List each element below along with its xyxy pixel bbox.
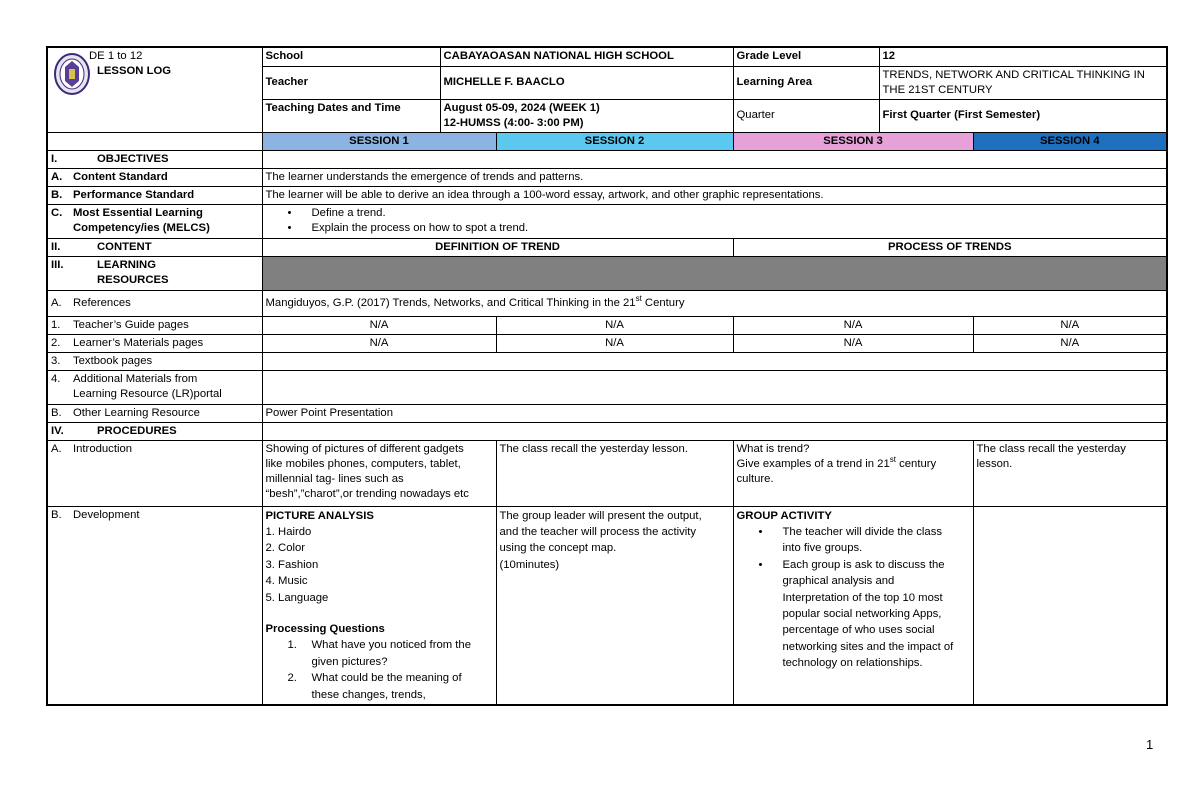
page-number: 1 <box>1146 737 1154 752</box>
list-item: 3. Fashion <box>265 558 319 571</box>
teaching-dates-value <box>440 99 733 132</box>
school-label: School <box>262 47 440 66</box>
processing-questions-list <box>266 637 493 703</box>
development-s2-line: (10minutes) <box>499 558 560 571</box>
introduction-s3-line3: culture. <box>736 472 774 485</box>
references-sup: st <box>635 293 642 303</box>
learning-resources-band <box>262 256 1167 290</box>
bullet-line: • The teacher will divide the class <box>782 525 943 538</box>
list-item <box>266 637 493 670</box>
group-activity-list <box>737 524 970 672</box>
bullet-line: Interpretation of the top 10 most <box>782 591 943 604</box>
bullet-line: • Each group is ask to discuss the <box>782 558 945 571</box>
other-resource-value: Power Point Presentation <box>262 404 1167 422</box>
development-s3 <box>733 506 973 705</box>
introduction-s3-sup: st <box>889 454 896 464</box>
references-text-end: Century <box>641 296 685 309</box>
list-item <box>737 524 970 557</box>
teachers-guide-label <box>47 316 262 334</box>
session-2-header: SESSION 2 <box>496 132 733 150</box>
bullet-line: popular social networking Apps, <box>782 607 942 620</box>
teachers-guide-s1: N/A <box>262 316 496 334</box>
introduction-label <box>47 440 262 506</box>
teachers-guide-title: Teacher’s Guide pages <box>73 318 189 331</box>
lesson-log-page <box>46 46 1166 706</box>
session-1-header: SESSION 1 <box>262 132 496 150</box>
introduction-s4 <box>973 440 1167 506</box>
content-standard-num: A. <box>51 170 63 183</box>
additional-materials-title-line2: Learning Resource (LR)portal <box>73 387 222 400</box>
teachers-guide-s3: N/A <box>733 316 973 334</box>
learners-materials-title: Learner’s Materials pages <box>73 336 204 349</box>
procedures-title: PROCEDURES <box>97 424 177 437</box>
question-line: What could be the meaning of <box>311 672 462 685</box>
introduction-s1-line: millennial tag- lines such as <box>265 472 404 485</box>
objectives-title: OBJECTIVES <box>97 152 169 165</box>
other-resource-label <box>47 404 262 422</box>
performance-standard-label <box>47 186 262 204</box>
introduction-title: Introduction <box>73 442 133 455</box>
list-item: 4. Music <box>265 575 308 588</box>
content-standard-value: The learner understands the emergence of trends and patterns. <box>262 168 1167 186</box>
textbook-value <box>262 352 1167 370</box>
content-label <box>47 238 262 256</box>
introduction-s2: The class recall the yesterday lesson. <box>496 440 733 506</box>
performance-standard-title: Performance Standard <box>73 188 195 201</box>
teachers-guide-s2: N/A <box>496 316 733 334</box>
content-standard-title: Content Standard <box>73 170 168 183</box>
introduction-s1-line: “besh”,”charot”,or trending nowadays etc <box>265 487 469 500</box>
introduction-s3-text-end: century <box>895 457 937 470</box>
procedures-num: IV. <box>51 424 64 437</box>
additional-materials-value <box>262 370 1167 404</box>
learners-materials-s2: N/A <box>496 334 733 352</box>
picture-analysis-title: PICTURE ANALYSIS <box>265 509 374 522</box>
lesson-log-table <box>46 46 1168 706</box>
list-item <box>737 557 970 672</box>
additional-materials-label <box>47 370 262 404</box>
doc-title-line2: LESSON LOG <box>97 65 172 77</box>
introduction-s4-line2: lesson. <box>976 457 1013 470</box>
quarter-value: First Quarter (First Semester) <box>879 99 1167 132</box>
session-blank-cell <box>47 132 262 150</box>
deped-seal-icon <box>53 51 91 97</box>
list-item: 1. Hairdo <box>265 525 312 538</box>
list-item: • Define a trend. <box>266 206 1164 221</box>
textbook-title: Textbook pages <box>73 354 153 367</box>
bullet-line: percentage of who uses social <box>782 624 935 637</box>
procedures-label <box>47 422 262 440</box>
learning-area-value: TRENDS, NETWORK AND CRITICAL THINKING IN THE 21ST CENTURY <box>879 66 1167 99</box>
procedures-blank <box>262 422 1167 440</box>
introduction-s1-line: like mobiles phones, computers, tablet, <box>265 457 461 470</box>
teachers-guide-num: 1. <box>51 318 61 331</box>
content-definition-of-trend: DEFINITION OF TREND <box>262 238 733 256</box>
learners-materials-s3: N/A <box>733 334 973 352</box>
references-num: A. <box>51 296 62 309</box>
teachers-guide-s4: N/A <box>973 316 1167 334</box>
teaching-dates-label: Teaching Dates and Time <box>262 99 440 132</box>
grade-value: 12 <box>879 47 1167 66</box>
textbook-num: 3. <box>51 354 61 367</box>
learners-materials-s1: N/A <box>262 334 496 352</box>
list-item: • Explain the process on how to spot a trend. <box>266 221 1164 236</box>
other-resource-num: B. <box>51 406 62 419</box>
melcs-value <box>262 204 1167 238</box>
bullet-line: into five groups. <box>782 542 863 555</box>
objectives-label <box>47 150 262 168</box>
question-num: 2. <box>287 672 297 685</box>
introduction-s3-text: Give examples of a trend in 21 <box>736 457 890 470</box>
list-item: 5. Language <box>265 591 329 604</box>
references-text: Mangiduyos, G.P. (2017) Trends, Networks, and Critical Thinking in the 21 <box>265 296 636 309</box>
objectives-num: I. <box>51 152 58 165</box>
objectives-blank <box>262 150 1167 168</box>
introduction-s3 <box>733 440 973 506</box>
school-value: CABAYAOASAN NATIONAL HIGH SCHOOL <box>440 47 733 66</box>
melcs-title-line1: Most Essential Learning <box>73 206 203 219</box>
question-num: 1. <box>287 639 297 652</box>
bullet-line: graphical analysis and <box>782 575 895 588</box>
teaching-dates-line2: 12-HUMSS (4:00- 3:00 PM) <box>443 116 584 129</box>
melcs-title-line2: Competency/ies (MELCS) <box>73 221 210 234</box>
doc-title-line1: DE 1 to 12 <box>89 50 143 62</box>
learning-area-label: Learning Area <box>733 66 879 99</box>
learners-materials-num: 2. <box>51 336 61 349</box>
processing-questions-title: Processing Questions <box>265 622 385 635</box>
doc-title-cell <box>47 47 262 132</box>
development-s2-line: The group leader will present the output, <box>499 509 702 522</box>
learners-materials-s4: N/A <box>973 334 1167 352</box>
session-4-header: SESSION 4 <box>973 132 1167 150</box>
introduction-s3-line1: What is trend? <box>736 442 810 455</box>
development-s2-line: and the teacher will process the activity <box>499 525 697 538</box>
content-standard-label <box>47 168 262 186</box>
bullet-line: technology on relationships. <box>782 657 923 670</box>
quarter-label: Quarter <box>733 99 879 132</box>
learning-resources-num: III. <box>51 258 64 271</box>
development-num: B. <box>51 508 62 521</box>
references-label <box>47 290 262 316</box>
content-title: CONTENT <box>97 240 152 253</box>
references-title: References <box>73 296 131 309</box>
development-s2-line: using the concept map. <box>499 542 617 555</box>
list-item: 2. Color <box>265 542 306 555</box>
learning-resources-label <box>47 256 262 290</box>
melcs-list <box>266 206 1164 236</box>
introduction-s1-line: Showing of pictures of different gadgets <box>265 442 464 455</box>
additional-materials-title-line1: Additional Materials from <box>73 372 198 385</box>
learning-resources-title-line1: LEARNING <box>97 258 156 271</box>
session-3-header: SESSION 3 <box>733 132 973 150</box>
other-resource-title: Other Learning Resource <box>73 406 200 419</box>
introduction-s4-line1: The class recall the yesterday <box>976 442 1126 455</box>
melcs-num: C. <box>51 206 63 219</box>
melcs-label <box>47 204 262 238</box>
introduction-s3-line2 <box>736 454 970 472</box>
bullet-line: networking sites and the impact of <box>782 640 954 653</box>
development-title: Development <box>73 508 140 521</box>
learning-resources-title-line2: RESOURCES <box>97 273 169 286</box>
learners-materials-label <box>47 334 262 352</box>
references-value <box>262 290 1167 316</box>
list-item <box>266 670 493 703</box>
additional-materials-num: 4. <box>51 372 61 385</box>
development-s1 <box>262 506 496 705</box>
development-label <box>47 506 262 705</box>
development-s4 <box>973 506 1167 705</box>
development-s2 <box>496 506 733 705</box>
content-num: II. <box>51 240 61 253</box>
grade-label: Grade Level <box>733 47 879 66</box>
content-process-of-trends: PROCESS OF TRENDS <box>733 238 1167 256</box>
performance-standard-num: B. <box>51 188 63 201</box>
textbook-label <box>47 352 262 370</box>
introduction-num: A. <box>51 442 62 455</box>
question-line: given pictures? <box>311 655 388 668</box>
group-activity-title: GROUP ACTIVITY <box>736 509 832 522</box>
performance-standard-value: The learner will be able to derive an idea through a 100-word essay, artwork, and other graphic representations. <box>262 186 1167 204</box>
teacher-label: Teacher <box>262 66 440 99</box>
introduction-s1 <box>262 440 496 506</box>
teaching-dates-line1: August 05-09, 2024 (WEEK 1) <box>443 101 600 114</box>
teacher-value: MICHELLE F. BAACLO <box>440 66 733 99</box>
question-line: these changes, trends, <box>311 688 426 701</box>
question-line: What have you noticed from the <box>311 639 471 652</box>
